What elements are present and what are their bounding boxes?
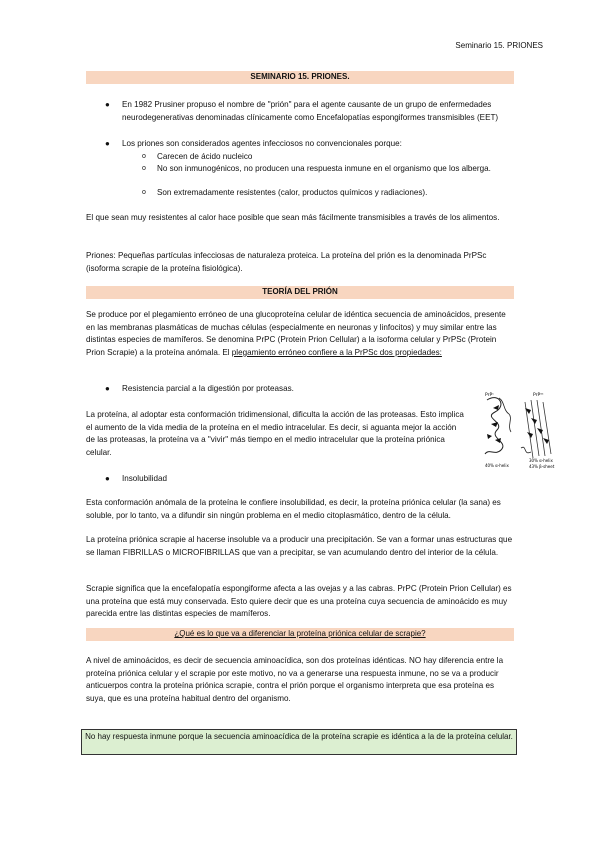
paragraph-scrapie: Scrapie significa que la encefalopatía espongiforme afecta a las ovejas y a las cabras. PrPC (Protein Prion Cellular) es una proteína que está muy conservada. Esto quiere decir que es una proteína cuya secuencia de aminoácido es muy parecida entre las distintas especies de mamíferos.: [86, 584, 512, 619]
figure-right-tag: PrPˢᶜ: [533, 393, 544, 398]
sub-bullet: o Carecen de ácido nucleico: [157, 151, 502, 164]
document-title: SEMINARIO 15. PRIONES.: [86, 71, 514, 84]
circle-bullet-icon: o: [142, 153, 146, 160]
sub-bullet: o No son inmunogénicos, no producen una respuesta inmune en el organismo que los alberga.: [157, 163, 502, 176]
prion-structure-figure: [479, 388, 559, 473]
bullet-icon: ●: [105, 474, 110, 483]
protein-ribbon-image: [479, 388, 559, 473]
bullet-icon: ●: [105, 100, 110, 109]
paragraph-answer: A nivel de aminoácidos, es decir de secuencia aminoacídica, son dos proteínas idénticas. NO hay diferencia entre la proteína priónica celular y el scrapie por este motivo, no va a generarse una respuesta inmune, no se va a producir anticuerpos contra la proteína priónica scrapie, contra el prión porque el organismo interpreta que esa proteína es suya, que es una proteína habitual dentro del organismo.: [86, 656, 504, 703]
circle-bullet-icon: o: [142, 189, 146, 196]
property-bullet: ● Insolubilidad: [122, 473, 507, 486]
figure-right-caption-1: 30% α-helix: [529, 458, 553, 463]
bullet-icon: ●: [105, 384, 110, 393]
figure-left-caption: 40% α-helix: [485, 463, 509, 468]
intro-bullet: ● En 1982 Prusiner propuso el nombre de "prión" para el agente causante de un grupo de enfermedades neurodegenerativas denominadas clínicamente como Encefalopatías espongiformes transmisibles (EET): [105, 100, 499, 122]
circle-bullet-icon: o: [142, 165, 146, 172]
paragraph-fibrils: La proteína priónica scrapie al hacerse insoluble va a producir una precipitación. Se van a formar unas estructuras que se llaman FIBRILLAS o MICROFIBRILLAS que van a precipitar, se van acumulando dentro del interior de la célula.: [86, 535, 513, 557]
figure-right-caption-2: 43% β-sheet: [529, 464, 555, 469]
intro-bullet: ● Los priones son considerados agentes infecciosos no convencionales porque:: [122, 138, 507, 151]
conclusion-box: No hay respuesta inmune porque la secuencia aminoacídica de la proteína scrapie es idéntica a la de la proteína celular.: [81, 729, 517, 755]
paragraph-resistance: El que sean muy resistentes al calor hace posible que sean más fácilmente transmisibles a través de los alimentos.: [86, 213, 500, 222]
paragraph-priones: Priones: Pequeñas partículas infecciosas de naturaleza proteica. La proteína del prión es la denominada PrPSc (isoforma scrapie de la proteína fisiológica).: [86, 251, 487, 273]
sub-bullet: o Son extremadamente resistentes (calor, productos químicos y radiaciones).: [157, 187, 502, 200]
section-heading-question: ¿Qué es lo que va a diferenciar la proteína priónica celular de scrapie?: [86, 628, 514, 641]
bullet-icon: ●: [105, 139, 110, 148]
paragraph-theory: Se produce por el plegamiento erróneo de una glucoproteína celular de idéntica secuencia de aminoácidos, presente en las membranas plasmáticas de muchas células (especialmente en neuronas y linfocitos) y muy similar entre las distintas especies de mamíferos. Se denomina PrPC (Protein Prion Cellular) a la isoforma celular y PrPSc (Protein Prion Scrapie) a la proteína anómala. El plegamiento erróneo confiere a la PrPSc dos propiedades:: [86, 310, 506, 357]
paragraph-proteases: La proteína, al adoptar esta conformación tridimensional, dificulta la acción de las proteasas. Esto implica el aumento de la vida media de la proteína en el medio intracelular. Es decir, si aguanta mejor la acción de las proteasas, la proteína va a "vivir" más tiempo en el medio intracelular que la proteína priónica celular.: [86, 410, 464, 457]
paragraph-insolubility: Esta conformación anómala de la proteína le confiere insolubilidad, es decir, la proteína priónica celular (la sana) es soluble, por lo tanto, va a difundir sin ningún problema en el medio citoplasmático, dentro de la célula.: [86, 498, 501, 520]
underlined-phrase: plegamiento erróneo confiere a la PrPSc dos propiedades:: [231, 347, 442, 357]
running-header: Seminario 15. PRIONES: [455, 41, 543, 50]
property-bullet: ● Resistencia parcial a la digestión por proteasas.: [122, 383, 452, 396]
section-heading-theory: TEORÍA DEL PRIÓN: [86, 286, 514, 299]
figure-left-tag: PrPᶜ: [485, 393, 494, 398]
